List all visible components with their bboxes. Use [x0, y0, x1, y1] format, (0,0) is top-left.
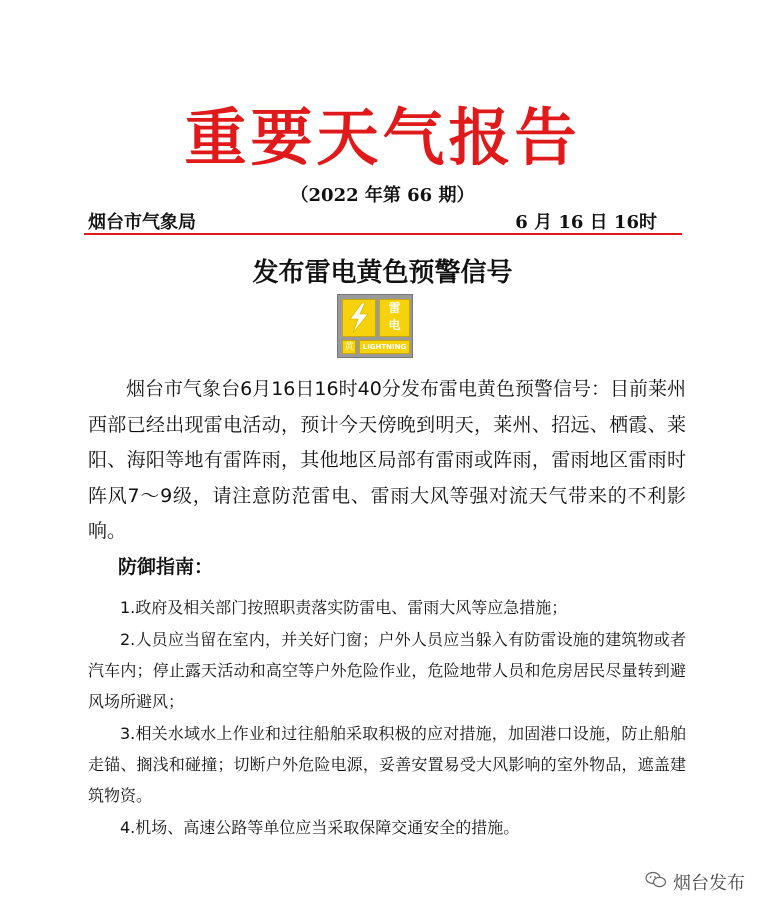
list-item: 1.政府及相关部门按照职责落实防雷电、雷雨大风等应急措施；	[120, 598, 568, 617]
report-title: 重要天气报告	[184, 101, 581, 174]
warning-headline: 发布雷电黄色预警信号	[252, 258, 513, 288]
agency-name: 烟台市气象局	[88, 212, 196, 233]
lightning-yellow-warning-icon	[337, 294, 413, 358]
defense-guide-title: 防御指南：	[118, 556, 214, 578]
signal-en-label: LIGHTNING	[359, 340, 410, 354]
watermark-label: 烟台发布	[673, 873, 745, 894]
defense-guide-list	[88, 592, 686, 844]
signal-cn-label-1: 雷	[388, 301, 401, 315]
signal-cn-label	[379, 299, 410, 337]
signal-level-label: 黄	[342, 340, 356, 354]
warning-body-text: 烟台市气象台6月16日16时40分发布雷电黄色预警信号：目前莱州西部已经出现雷电活动，预计今天傍晚到明天，莱州、招远、栖霞、莱阳、海阳等地有雷阵雨，其他地区局部有雷雨或阵雨，雷雨地区雷雨时阵风7～9级，请注意防范雷电、雷雨大风等强对流天气带来的不利影响。	[88, 378, 686, 542]
lightning-bolt-icon	[342, 299, 376, 337]
report-datetime: 6 月 16 日 16时	[515, 212, 657, 233]
signal-cn-label-2: 电	[388, 318, 401, 332]
list-item: 3.相关水域水上作业和过往船舶采取积极的应对措施，加固港口设施，防止船舶走锚、搁浅和碰撞；切断户外危险电源，妥善安置易受大风影响的室外物品，遮盖建筑物资。	[88, 724, 686, 805]
list-item: 4.机场、高速公路等单位应当采取保障交通安全的措施。	[120, 818, 520, 837]
source-watermark	[645, 869, 745, 895]
header-divider	[84, 233, 682, 235]
wechat-icon	[645, 871, 667, 894]
issue-number: （2022 年第 66 期）	[290, 185, 475, 206]
list-item: 2.人员应当留在室内，并关好门窗；户外人员应当躲入有防雷设施的建筑物或者汽车内；停止露天活动和高空等户外危险作业，危险地带人员和危房居民尽量转到避风场所避风；	[88, 630, 686, 711]
